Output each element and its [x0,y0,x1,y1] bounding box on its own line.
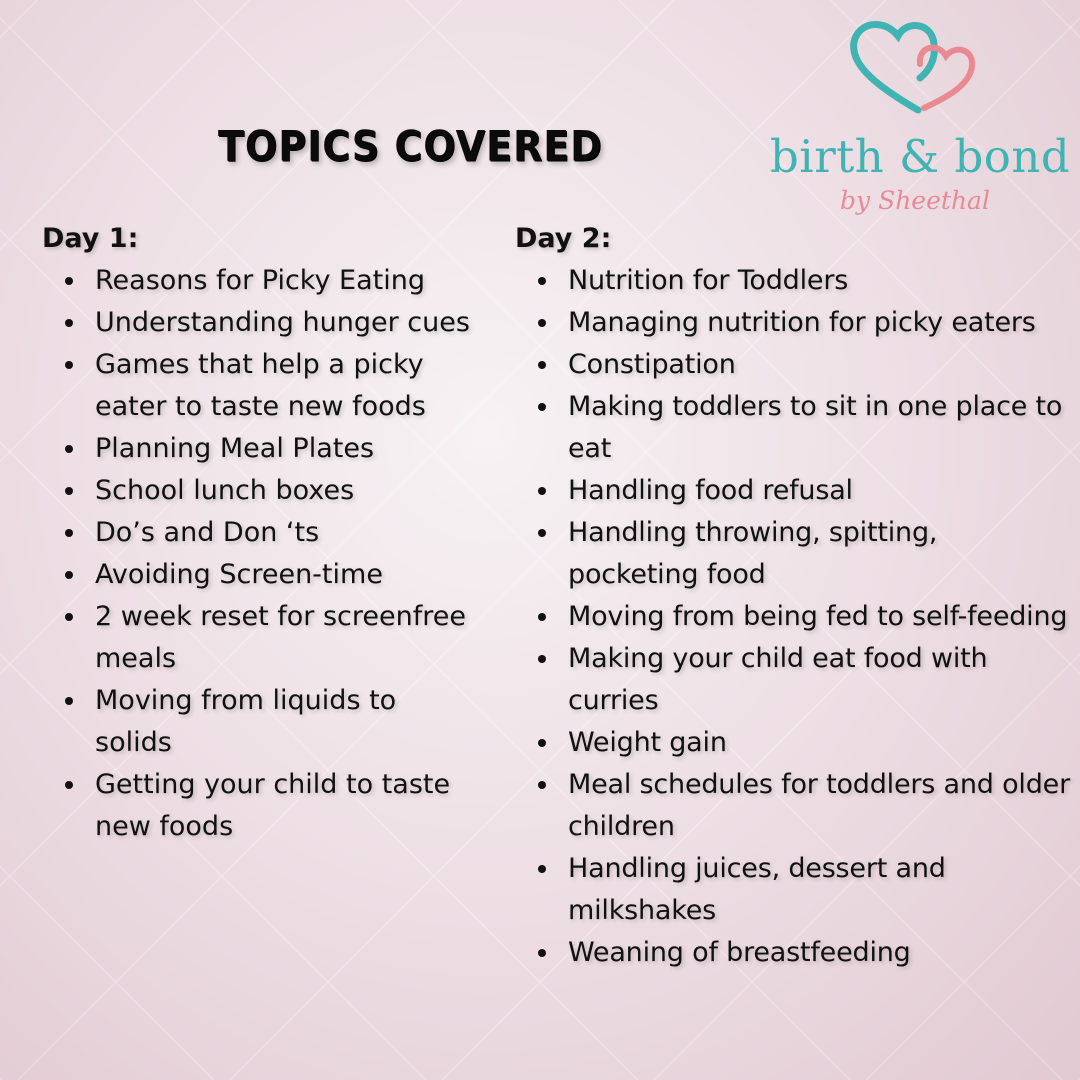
topic-list-item: Do’s and Don ‘ts [95,512,472,554]
topic-list-item: Games that help a picky eater to taste new foods [95,344,472,428]
brand-logo [770,18,1070,223]
day2-heading: Day 2: [515,223,612,254]
topic-list-item: Meal schedules for toddlers and older children [568,764,1075,848]
topic-list-item: Constipation [568,344,1075,386]
topic-list-item: Weaning of breastfeeding [568,932,1075,974]
page-title: TOPICS COVERED [218,122,603,171]
topic-list-item: Making your child eat food with curries [568,638,1075,722]
day2-column [515,220,1075,974]
two-hearts-icon [840,18,1000,118]
day1-heading: Day 1: [42,223,139,254]
topic-list-item: Reasons for Picky Eating [95,260,472,302]
topic-list-item: Avoiding Screen-time [95,554,472,596]
topic-list-item: Planning Meal Plates [95,428,472,470]
topic-list-item: Handling food refusal [568,470,1075,512]
topic-list-item: Moving from liquids to solids [95,680,472,764]
day1-topic-list [42,260,472,848]
topic-list-item: Handling throwing, spitting, pocketing food [568,512,1075,596]
topic-list-item: Nutrition for Toddlers [568,260,1075,302]
topic-list-item: Handling juices, dessert and milkshakes [568,848,1075,932]
topic-list-item: School lunch boxes [95,470,472,512]
brand-name: birth & bond [770,130,1071,183]
topic-list-item: Getting your child to taste new foods [95,764,472,848]
topic-list-item: Making toddlers to sit in one place to eat [568,386,1075,470]
topic-list-item: Managing nutrition for picky eaters [568,302,1075,344]
topic-list-item: Moving from being fed to self-feeding [568,596,1075,638]
day1-column [42,220,472,848]
topic-list-item: Understanding hunger cues [95,302,472,344]
brand-byline: by Sheethal [840,186,990,215]
topic-list-item: Weight gain [568,722,1075,764]
day2-topic-list [515,260,1075,974]
topic-list-item: 2 week reset for screenfree meals [95,596,472,680]
